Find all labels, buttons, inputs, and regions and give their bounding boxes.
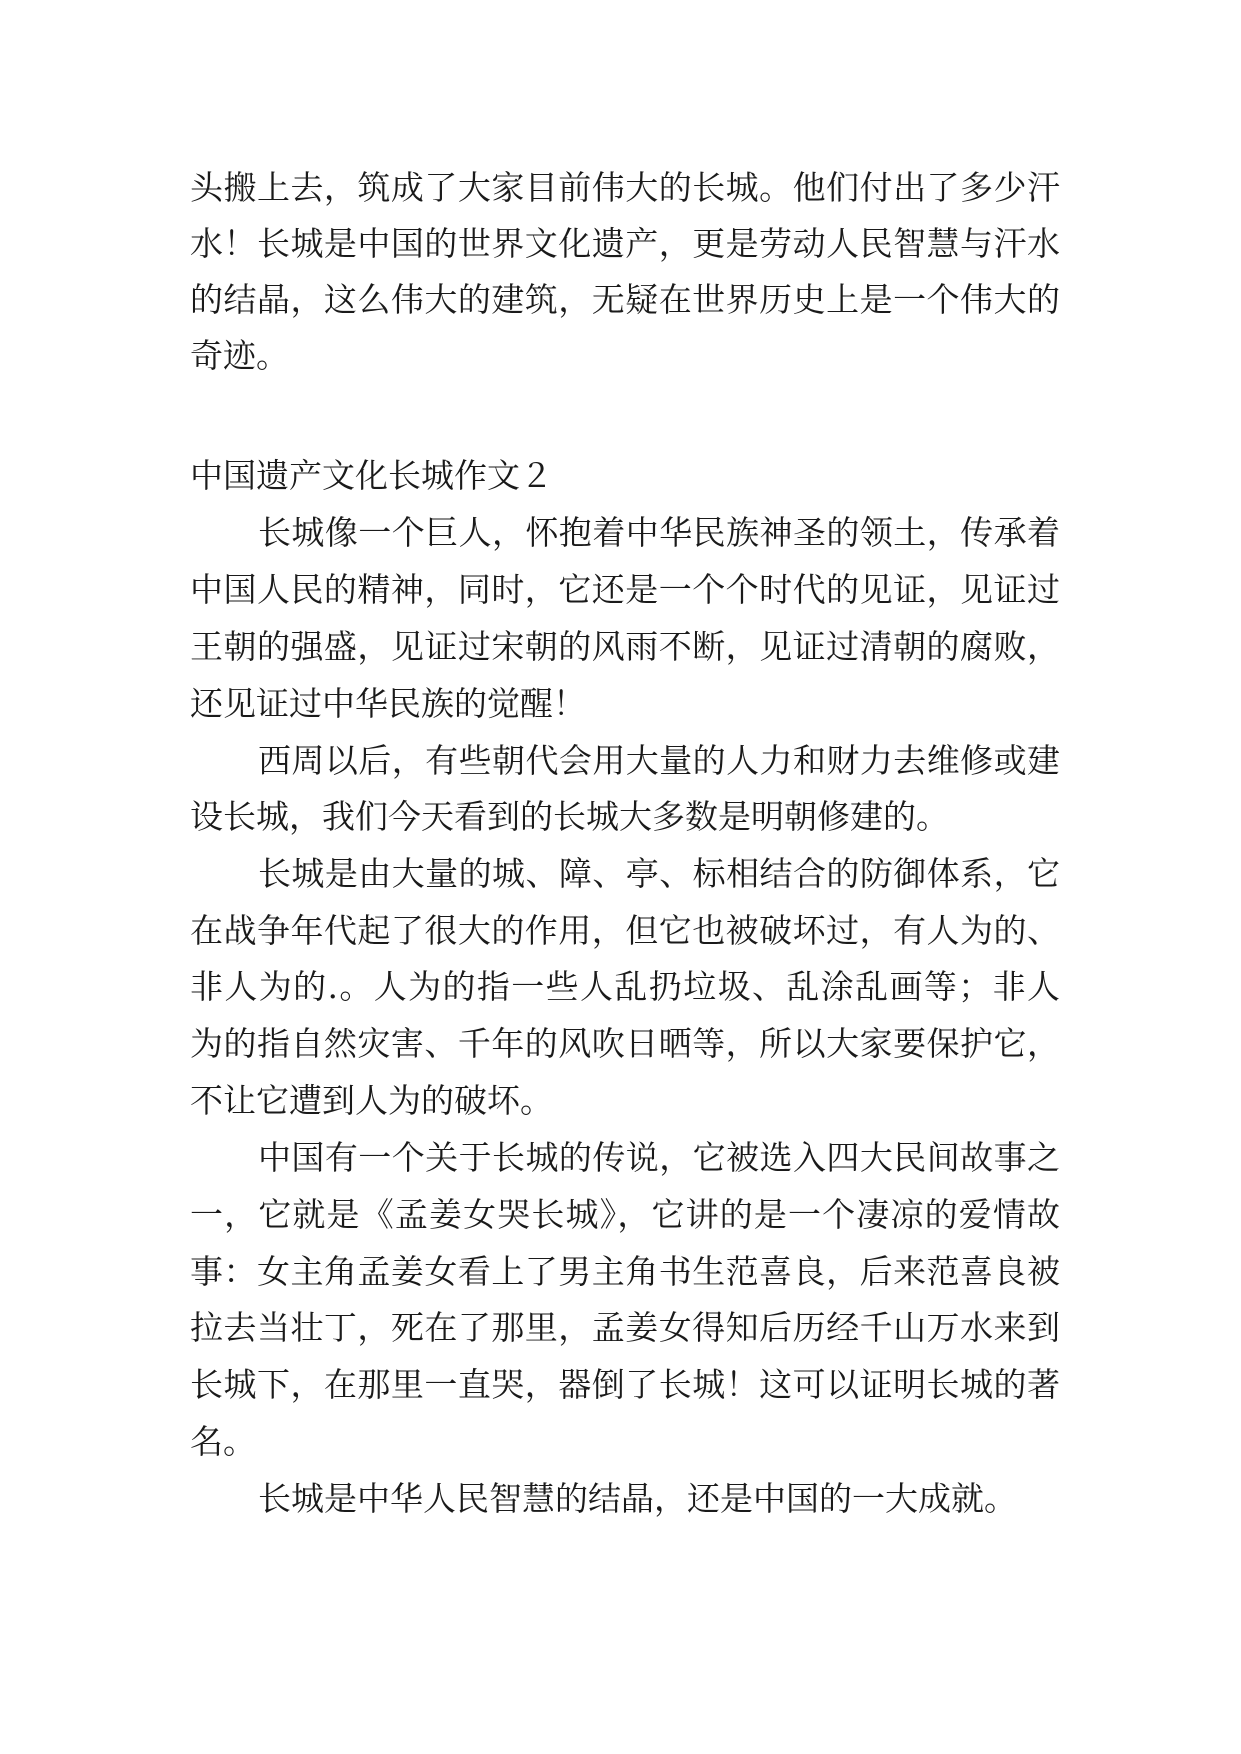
text-line: 的结晶，这么伟大的建筑，无疑在世界历史上是一个伟大的	[190, 280, 1060, 319]
section-title: 中国遗产文化长城作文２	[190, 456, 553, 495]
text-line: 一，它就是《孟姜女哭长城》，它讲的是一个凄凉的爱情故	[190, 1195, 1060, 1234]
text-line: 水！长城是中国的世界文化遗产，更是劳动人民智慧与汗水	[190, 224, 1060, 263]
text-line: 长城像一个巨人，怀抱着中华民族神圣的领土，传承着	[258, 513, 1060, 552]
text-line: 王朝的强盛，见证过宋朝的风雨不断，见证过清朝的腐败，	[190, 627, 1060, 666]
text-line: 在战争年代起了很大的作用，但它也被破坏过，有人为的、	[190, 911, 1060, 950]
text-line: 事：女主角孟姜女看上了男主角书生范喜良，后来范喜良被	[190, 1252, 1060, 1291]
text-line: 中国有一个关于长城的传说，它被选入四大民间故事之	[258, 1138, 1060, 1177]
text-line: 还见证过中华民族的觉醒！	[190, 684, 586, 723]
text-line: 长城是由大量的城、障、亭、标相结合的防御体系，它	[258, 854, 1060, 893]
text-line: 名。	[190, 1422, 256, 1461]
text-line: 非人为的.。人为的指一些人乱扔垃圾、乱涂乱画等；非人	[190, 967, 1060, 1006]
text-line: 长城下，在那里一直哭，器倒了长城！这可以证明长城的著	[190, 1365, 1060, 1404]
text-line: 不让它遭到人为的破坏。	[190, 1081, 553, 1120]
text-line: 设长城，我们今天看到的长城大多数是明朝修建的。	[190, 797, 949, 836]
text-line: 头搬上去，筑成了大家目前伟大的长城。他们付出了多少汗	[190, 168, 1060, 207]
text-line: 为的指自然灾害、千年的风吹日晒等，所以大家要保护它，	[190, 1024, 1060, 1063]
text-line: 中国人民的精神，同时，它还是一个个时代的见证，见证过	[190, 570, 1060, 609]
text-line: 长城是中华人民智慧的结晶，还是中国的一大成就。	[258, 1479, 1017, 1518]
text-line: 拉去当壮丁，死在了那里，孟姜女得知后历经千山万水来到	[190, 1308, 1060, 1347]
text-line: 西周以后，有些朝代会用大量的人力和财力去维修或建	[258, 741, 1060, 780]
text-line: 奇迹。	[190, 336, 289, 375]
